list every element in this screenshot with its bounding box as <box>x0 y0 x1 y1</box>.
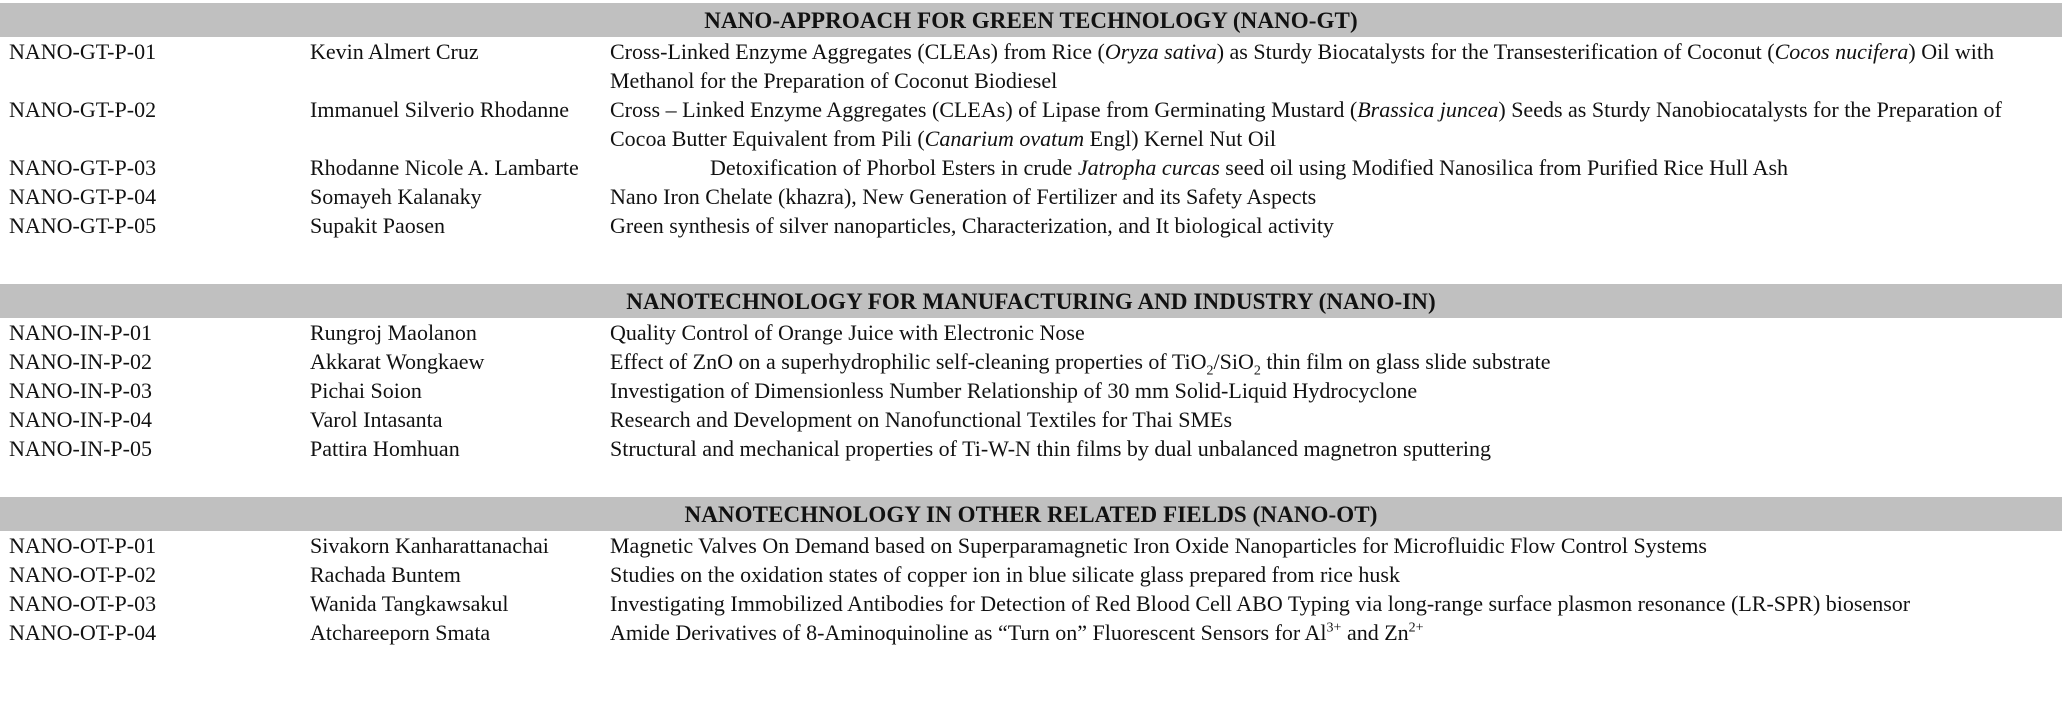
section-rows <box>0 37 2062 240</box>
title-text-part: Engl) Kernel Nut Oil <box>1084 126 1277 151</box>
title-italic-part: Brassica juncea <box>1357 97 1499 122</box>
title-subscript: 2 <box>1253 363 1261 379</box>
title-superscript: 2+ <box>1408 620 1424 636</box>
table-row <box>0 37 2062 95</box>
title-text-part: Research and Development on Nanofunctional Textiles for Thai SMEs <box>610 407 1233 432</box>
presenter-name: Sivakorn Kanharattanachai <box>310 533 549 558</box>
table-row <box>0 589 2062 618</box>
table-row <box>0 618 2062 647</box>
poster-code: NANO-GT-P-01 <box>9 39 157 64</box>
title-text-part: ) Oil with Methanol for the Preparation of Coconut Biodiesel <box>610 39 1994 93</box>
poster-title <box>610 95 2050 153</box>
title-text-part: thin film on glass slide substrate <box>1260 349 1551 374</box>
poster-code: NANO-IN-P-05 <box>9 436 152 461</box>
presenter-name: Immanuel Silverio Rhodanne <box>310 97 570 122</box>
presenter-name: Akkarat Wongkaew <box>310 349 485 374</box>
table-row <box>0 405 2062 434</box>
poster-title <box>610 347 2050 379</box>
table-row <box>0 318 2062 347</box>
poster-title <box>610 531 2050 560</box>
poster-code: NANO-OT-P-02 <box>9 562 157 587</box>
section-rows <box>0 318 2062 463</box>
presenter-name: Somayeh Kalanaky <box>310 184 482 209</box>
poster-title <box>610 211 2050 240</box>
presenter-name: Supakit Paosen <box>310 213 446 238</box>
table-row <box>0 531 2062 560</box>
poster-code: NANO-IN-P-02 <box>9 349 152 374</box>
table-row <box>0 95 2062 153</box>
table-row <box>0 182 2062 211</box>
title-text-part: seed oil using Modified Nanosilica from Purified Rice Hull Ash <box>1219 155 1789 180</box>
poster-code: NANO-OT-P-01 <box>9 533 157 558</box>
presenter-name: Varol Intasanta <box>310 407 443 432</box>
poster-code: NANO-GT-P-04 <box>9 184 157 209</box>
section-nano-gt <box>0 3 2062 240</box>
title-text-part: Effect of ZnO on a superhydrophilic self-cleaning properties of TiO <box>610 349 1207 374</box>
presenter-name: Rachada Buntem <box>310 562 461 587</box>
title-text-part: Cross-Linked Enzyme Aggregates (CLEAs) from Rice ( <box>610 39 1105 64</box>
poster-code: NANO-GT-P-03 <box>9 155 157 180</box>
poster-title <box>610 318 2050 347</box>
title-italic-part: Jatropha curcas <box>1077 155 1220 180</box>
poster-title <box>610 618 2050 647</box>
title-subscript: 2 <box>1206 363 1214 379</box>
poster-title <box>610 589 2050 618</box>
table-row <box>0 376 2062 405</box>
title-text-part: Detoxification of Phorbol Esters in crude <box>710 155 1078 180</box>
poster-code: NANO-IN-P-03 <box>9 378 152 403</box>
poster-title <box>610 405 2050 434</box>
title-text-part: Investigating Immobilized Antibodies for Detection of Red Blood Cell ABO Typing via long-range surface plasmon resonance (LR-SPR) biosensor <box>610 591 1911 616</box>
title-text-part: Magnetic Valves On Demand based on Superparamagnetic Iron Oxide Nanoparticles for Microfluidic Flow Control Systems <box>610 533 1707 558</box>
title-text-part: Green synthesis of silver nanoparticles, Characterization, and It biological activity <box>610 213 1334 238</box>
presenter-name: Rhodanne Nicole A. Lambarte <box>310 155 579 180</box>
poster-title <box>610 182 2050 211</box>
section-rows <box>0 531 2062 647</box>
title-italic-part: Oryza sativa <box>1104 39 1217 64</box>
poster-title <box>610 37 2050 95</box>
presenter-name: Atchareeporn Smata <box>310 620 491 645</box>
poster-title <box>610 376 2050 405</box>
table-row <box>0 347 2062 379</box>
table-row <box>0 211 2062 240</box>
section-nano-in <box>0 284 2062 463</box>
title-text-part: ) as Sturdy Biocatalysts for the Transesterification of Coconut ( <box>1216 39 1775 64</box>
title-text-part: Investigation of Dimensionless Number Relationship of 30 mm Solid-Liquid Hydrocyclone <box>610 378 1418 403</box>
table-row <box>0 153 2062 182</box>
title-text-part: Structural and mechanical properties of Ti-W-N thin films by dual unbalanced magnetron sputtering <box>610 436 1492 461</box>
title-text-part: Studies on the oxidation states of copper ion in blue silicate glass prepared from rice husk <box>610 562 1400 587</box>
section-header: NANOTECHNOLOGY FOR MANUFACTURING AND INDUSTRY (NANO-IN) <box>0 284 2062 318</box>
title-text-part: Cross – Linked Enzyme Aggregates (CLEAs) of Lipase from Germinating Mustard ( <box>610 97 1358 122</box>
poster-code: NANO-IN-P-01 <box>9 320 152 345</box>
section-header: NANOTECHNOLOGY IN OTHER RELATED FIELDS (NANO-OT) <box>0 497 2062 531</box>
table-row <box>0 560 2062 589</box>
poster-title <box>610 560 2050 589</box>
poster-title <box>710 153 2050 182</box>
table-row <box>0 434 2062 463</box>
title-text-part: Quality Control of Orange Juice with Electronic Nose <box>610 320 1085 345</box>
presenter-name: Pichai Soion <box>310 378 422 403</box>
title-text-part: Nano Iron Chelate (khazra), New Generation of Fertilizer and its Safety Aspects <box>610 184 1317 209</box>
poster-code: NANO-OT-P-04 <box>9 620 157 645</box>
poster-code: NANO-OT-P-03 <box>9 591 157 616</box>
title-text-part: Amide Derivatives of 8-Aminoquinoline as “Turn on” Fluorescent Sensors for Al <box>610 620 1327 645</box>
poster-code: NANO-GT-P-05 <box>9 213 157 238</box>
presenter-name: Kevin Almert Cruz <box>310 39 479 64</box>
presenter-name: Rungroj Maolanon <box>310 320 477 345</box>
title-text-part: and Zn <box>1341 620 1409 645</box>
title-italic-part: Cocos nucifera <box>1774 39 1909 64</box>
title-italic-part: Canarium ovatum <box>924 126 1085 151</box>
poster-title <box>610 434 2050 463</box>
section-header: NANO-APPROACH FOR GREEN TECHNOLOGY (NANO-GT) <box>0 3 2062 37</box>
poster-code: NANO-IN-P-04 <box>9 407 152 432</box>
presenter-name: Wanida Tangkawsakul <box>310 591 509 616</box>
section-nano-ot <box>0 497 2062 647</box>
presenter-name: Pattira Homhuan <box>310 436 460 461</box>
title-text-part: /SiO <box>1213 349 1254 374</box>
poster-code: NANO-GT-P-02 <box>9 97 157 122</box>
title-superscript: 3+ <box>1326 620 1342 636</box>
title-text-part: ) Seeds as Sturdy Nanobiocatalysts for the Preparation of Cocoa Butter Equivalent from Pili ( <box>610 97 2002 151</box>
